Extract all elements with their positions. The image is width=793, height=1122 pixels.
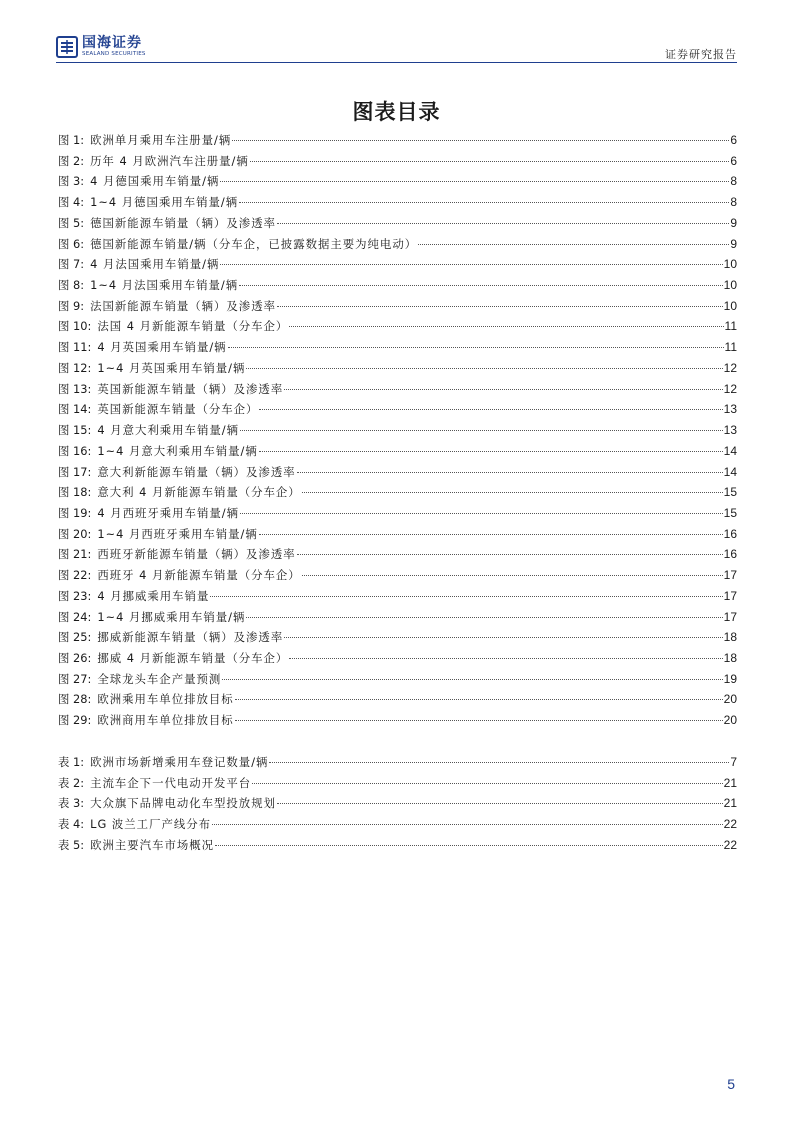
entry-label: 图 28: xyxy=(58,692,92,707)
entry-title: 德国新能源车销量（辆）及渗透率 xyxy=(90,215,276,230)
entry-page-number: 15 xyxy=(723,485,737,500)
entry-page-number: 14 xyxy=(723,464,737,479)
entry-page-number: 10 xyxy=(723,257,737,272)
figure-entry[interactable] xyxy=(58,505,737,526)
entry-page-number: 19 xyxy=(723,671,737,686)
entry-page-number: 12 xyxy=(723,381,737,396)
figure-list xyxy=(58,132,737,733)
company-logo xyxy=(56,34,146,60)
entry-page-number: 16 xyxy=(723,547,737,562)
dot-leader xyxy=(228,347,724,348)
entry-page-number: 18 xyxy=(723,650,737,665)
entry-label: 图 5: xyxy=(58,215,85,230)
figure-entry[interactable] xyxy=(58,443,737,464)
entry-label: 图 15: xyxy=(58,423,92,438)
entry-title: 欧洲单月乘用车注册量/辆 xyxy=(90,133,232,147)
entry-title: 挪威新能源车销量（辆）及渗透率 xyxy=(97,630,284,645)
dot-leader xyxy=(259,534,723,535)
figure-entry[interactable] xyxy=(58,194,737,215)
entry-title: 历年 4 月欧洲汽车注册量/辆 xyxy=(90,153,249,168)
entry-page-number: 21 xyxy=(723,775,737,790)
entry-page-number: 6 xyxy=(730,153,737,168)
entry-page-number: 22 xyxy=(723,817,737,832)
table-entry[interactable] xyxy=(58,816,737,837)
entry-page-number: 20 xyxy=(723,713,737,728)
entry-title: 欧洲商用车单位排放目标 xyxy=(97,713,234,728)
entry-page-number: 10 xyxy=(723,298,737,313)
entry-page-number: 20 xyxy=(723,692,737,707)
entry-label: 图 2: xyxy=(58,153,85,168)
entry-title: 4 月挪威乘用车销量 xyxy=(97,588,210,603)
entry-label: 图 16: xyxy=(58,443,92,458)
entry-page-number: 17 xyxy=(723,568,737,583)
entry-label: 图 22: xyxy=(58,568,92,583)
entry-page-number: 11 xyxy=(724,340,737,355)
figure-entry[interactable] xyxy=(58,629,737,650)
figure-entry[interactable] xyxy=(58,712,737,733)
entry-page-number: 21 xyxy=(723,796,737,811)
entry-page-number: 13 xyxy=(723,402,737,417)
figure-entry[interactable] xyxy=(58,298,737,319)
figure-entry[interactable] xyxy=(58,318,737,339)
entry-label: 图 27: xyxy=(58,671,92,686)
dot-leader xyxy=(289,658,722,659)
figure-entry[interactable] xyxy=(58,484,737,505)
table-entry[interactable] xyxy=(58,795,737,816)
figure-entry[interactable] xyxy=(58,381,737,402)
entry-title: 4 月西班牙乘用车销量/辆 xyxy=(97,505,239,520)
entry-title: 意大利 4 月新能源车销量（分车企） xyxy=(97,485,301,500)
entry-page-number: 8 xyxy=(730,195,737,210)
dot-leader xyxy=(289,326,723,327)
figure-entry[interactable] xyxy=(58,650,737,671)
entry-label: 表 1: xyxy=(58,755,85,769)
dot-leader xyxy=(235,699,723,700)
table-entry[interactable] xyxy=(58,775,737,796)
dot-leader xyxy=(269,762,729,763)
entry-title: 西班牙 4 月新能源车销量（分车企） xyxy=(97,568,301,583)
dot-leader xyxy=(259,409,722,410)
dot-leader xyxy=(284,389,722,390)
table-list xyxy=(58,754,737,858)
dot-leader xyxy=(246,617,722,618)
entry-page-number: 14 xyxy=(723,443,737,458)
entry-page-number: 15 xyxy=(723,505,737,520)
dot-leader xyxy=(259,451,723,452)
entry-label: 图 20: xyxy=(58,526,92,541)
entry-label: 图 1: xyxy=(58,133,85,147)
table-entry[interactable] xyxy=(58,837,737,858)
figure-entry[interactable] xyxy=(58,215,737,236)
logo-name-cn: 国海证券 xyxy=(82,35,142,52)
entry-label: 图 3: xyxy=(58,174,85,189)
entry-page-number: 22 xyxy=(723,837,737,852)
entry-title: 意大利新能源车销量（辆）及渗透率 xyxy=(97,464,296,479)
dot-leader xyxy=(418,244,729,245)
figure-entry[interactable] xyxy=(58,360,737,381)
entry-page-number: 18 xyxy=(723,630,737,645)
entry-title: 法国 4 月新能源车销量（分车企） xyxy=(97,319,289,334)
dot-leader xyxy=(277,223,729,224)
figure-entry[interactable] xyxy=(58,526,737,547)
entry-title: 1~4 月西班牙乘用车销量/辆 xyxy=(97,526,258,541)
entry-label: 图 10: xyxy=(58,319,92,334)
entry-page-number: 13 xyxy=(723,423,737,438)
entry-title: 4 月德国乘用车销量/辆 xyxy=(90,174,220,189)
page-header xyxy=(56,34,737,63)
entry-title: 1~4 月意大利乘用车销量/辆 xyxy=(97,443,258,458)
entry-label: 图 29: xyxy=(58,713,92,728)
figure-entry[interactable] xyxy=(58,671,737,692)
figure-entry[interactable] xyxy=(58,567,737,588)
entry-title: 1~4 月英国乘用车销量/辆 xyxy=(97,360,246,375)
entry-label: 图 25: xyxy=(58,630,92,645)
entry-title: 1~4 月挪威乘用车销量/辆 xyxy=(97,609,246,624)
entry-page-number: 11 xyxy=(724,319,737,334)
entry-label: 图 18: xyxy=(58,485,92,500)
entry-title: 德国新能源车销量/辆（分车企，已披露数据主要为纯电动） xyxy=(90,236,418,251)
figure-entry[interactable] xyxy=(58,256,737,277)
dot-leader xyxy=(210,596,722,597)
entry-title: 主流车企下一代电动开发平台 xyxy=(90,775,252,790)
dot-leader xyxy=(277,306,723,307)
entry-label: 图 17: xyxy=(58,464,92,479)
dot-leader xyxy=(232,140,729,141)
entry-title: 1~4 月德国乘用车销量/辆 xyxy=(90,195,239,210)
page-title: 图表目录 xyxy=(352,99,441,124)
figure-entry[interactable] xyxy=(58,236,737,257)
figure-entry[interactable] xyxy=(58,339,737,360)
entry-label: 图 6: xyxy=(58,236,85,251)
figure-entry[interactable] xyxy=(58,546,737,567)
entry-page-number: 16 xyxy=(723,526,737,541)
entry-label: 表 2: xyxy=(58,775,85,790)
dot-leader xyxy=(222,679,722,680)
entry-title: LG 波兰工厂产线分布 xyxy=(90,817,212,832)
entry-label: 图 8: xyxy=(58,278,85,293)
figure-entry[interactable] xyxy=(58,691,737,712)
figure-entry[interactable] xyxy=(58,173,737,194)
entry-title: 4 月意大利乘用车销量/辆 xyxy=(97,423,239,438)
entry-title: 欧洲市场新增乘用车登记数量/辆 xyxy=(90,755,269,769)
dot-leader xyxy=(297,554,723,555)
entry-label: 图 11: xyxy=(58,340,92,355)
entry-page-number: 17 xyxy=(723,588,737,603)
dot-leader xyxy=(239,285,723,286)
entry-page-number: 12 xyxy=(723,360,737,375)
sealand-logo-icon xyxy=(56,36,78,58)
entry-title: 英国新能源车销量（辆）及渗透率 xyxy=(97,381,284,396)
dot-leader xyxy=(302,575,723,576)
figure-entry[interactable] xyxy=(58,277,737,298)
entry-title: 挪威 4 月新能源车销量（分车企） xyxy=(97,650,289,665)
entry-label: 图 14: xyxy=(58,402,92,417)
page-number: 5 xyxy=(727,1076,735,1092)
figure-entry[interactable] xyxy=(58,464,737,485)
entry-label: 图 19: xyxy=(58,505,92,520)
entry-page-number: 6 xyxy=(730,133,737,147)
dot-leader xyxy=(220,264,722,265)
figure-entry[interactable] xyxy=(58,422,737,443)
figure-entry[interactable] xyxy=(58,401,737,422)
entry-title: 1~4 月法国乘用车销量/辆 xyxy=(90,278,239,293)
dot-leader xyxy=(250,161,730,162)
entry-label: 图 4: xyxy=(58,195,85,210)
report-type: 证券研究报告 xyxy=(665,48,737,61)
dot-leader xyxy=(235,720,723,721)
entry-title: 英国新能源车销量（分车企） xyxy=(97,402,259,417)
entry-title: 大众旗下品牌电动化车型投放规划 xyxy=(90,796,276,811)
entry-label: 图 9: xyxy=(58,298,85,313)
entry-page-number: 8 xyxy=(730,174,737,189)
dot-leader xyxy=(277,803,723,804)
entry-label: 表 3: xyxy=(58,796,85,811)
figure-entry[interactable] xyxy=(58,132,737,153)
figure-entry[interactable] xyxy=(58,153,737,174)
entry-label: 表 5: xyxy=(58,837,85,852)
table-entry[interactable] xyxy=(58,754,737,775)
entry-label: 表 4: xyxy=(58,817,85,832)
entry-page-number: 9 xyxy=(730,236,737,251)
figure-entry[interactable] xyxy=(58,588,737,609)
entry-page-number: 7 xyxy=(730,755,737,769)
dot-leader xyxy=(284,637,722,638)
entry-label: 图 13: xyxy=(58,381,92,396)
dot-leader xyxy=(215,845,723,846)
dot-leader xyxy=(239,202,729,203)
dot-leader xyxy=(252,783,722,784)
dot-leader xyxy=(240,430,723,431)
entry-title: 4 月英国乘用车销量/辆 xyxy=(97,340,227,355)
figure-entry[interactable] xyxy=(58,609,737,630)
entry-title: 全球龙头车企产量预测 xyxy=(97,671,222,686)
entry-page-number: 10 xyxy=(723,278,737,293)
dot-leader xyxy=(297,472,723,473)
dot-leader xyxy=(240,513,723,514)
dot-leader xyxy=(212,824,723,825)
entry-page-number: 9 xyxy=(730,215,737,230)
dot-leader xyxy=(302,492,723,493)
entry-label: 图 24: xyxy=(58,609,92,624)
entry-title: 法国新能源车销量（辆）及渗透率 xyxy=(90,298,276,313)
entry-label: 图 26: xyxy=(58,650,92,665)
entry-title: 西班牙新能源车销量（辆）及渗透率 xyxy=(97,547,296,562)
dot-leader xyxy=(220,181,729,182)
entry-title: 欧洲主要汽车市场概况 xyxy=(90,837,215,852)
logo-name-en: SEALAND SECURITIES xyxy=(82,51,146,58)
entry-page-number: 17 xyxy=(723,609,737,624)
entry-label: 图 12: xyxy=(58,360,92,375)
dot-leader xyxy=(246,368,722,369)
entry-label: 图 7: xyxy=(58,257,85,272)
entry-title: 欧洲乘用车单位排放目标 xyxy=(97,692,234,707)
entry-title: 4 月法国乘用车销量/辆 xyxy=(90,257,220,272)
entry-label: 图 23: xyxy=(58,588,92,603)
entry-label: 图 21: xyxy=(58,547,92,562)
